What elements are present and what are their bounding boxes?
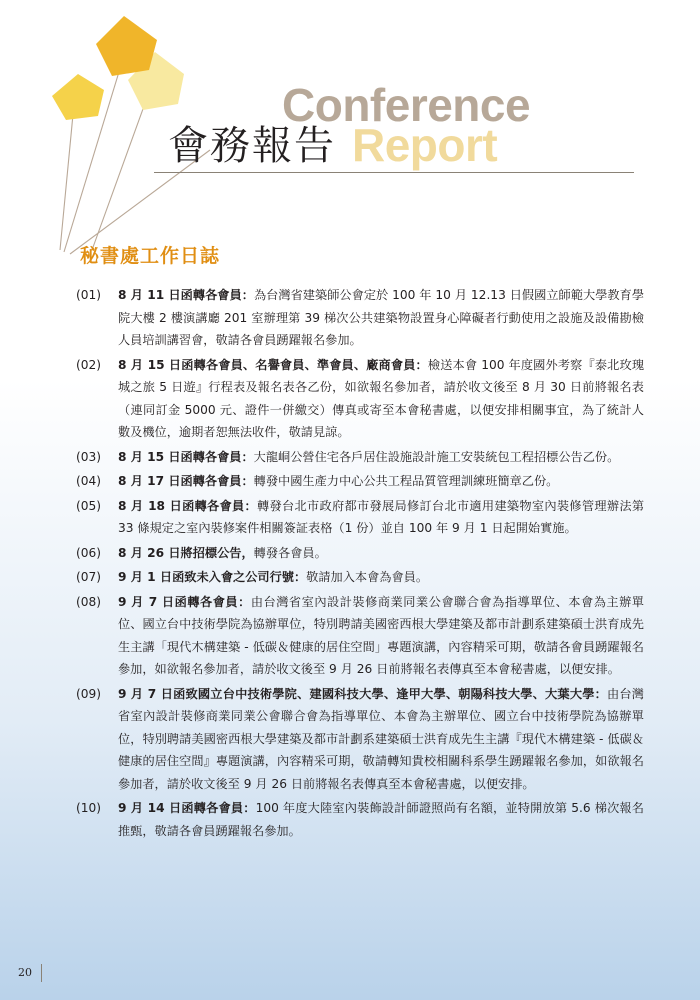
- item-text: [118, 542, 644, 565]
- item-number: (10): [76, 801, 102, 815]
- item-body: 由台灣省室內設計裝修商業同業公會聯合會為指導單位、本會為主辦單位、國立台中技術學院為協辦單位，特別聘請美國密西根大學建築及都市計劃系建築碩士洪育成先生主講『現代木構建築 - 低碳＆健康的居住空間』專題演講，內容精采可期，敬請轉知貴校相關科系學生踴躍報名參加，如欲報名參加者，請於收文後至 9 月 26 日前將報名表傳真至本會秘書處，以便安排。: [118, 686, 644, 791]
- item-lead: 9 月 1 日函致未入會之公司行號：: [118, 570, 307, 584]
- item-body: 100 年度大陸室內裝飾設計師證照尚有名額，並特開放第 5.6 梯次報名推甄，敬請各會員踴躍報名參加。: [118, 801, 644, 838]
- item-number: (08): [76, 594, 102, 609]
- list-item: [76, 354, 644, 444]
- item-number: (02): [76, 357, 102, 372]
- list-item: [76, 591, 644, 681]
- item-number: (05): [76, 498, 102, 513]
- item-lead: 8 月 17 日函轉各會員：: [118, 474, 254, 488]
- item-body: 轉發中國生產力中心公共工程品質管理訓練班簡章乙份。: [253, 474, 559, 488]
- item-body: 敬請加入本會為會員。: [306, 570, 429, 584]
- item-lead: 9 月 7 日函致國立台中技術學院、建國科技大學、逢甲大學、朝陽科技大學、大葉大學：: [118, 686, 608, 701]
- item-body: 由台灣省室內設計裝修商業同業公會聯合會為指導單位、本會為主辦單位、國立台中技術學院為協辦單位，特別聘請美國密西根大學建築及都市計劃系建築碩士洪育成先生主講「現代木構建築 - 低碳＆健康的居住空間」專題演講，內容精采可期，敬請各會員踴躍報名參加，如欲報名參加者，請於收文後至 9 月 26 日前將報名表傳真至本會秘書處，以便安排。: [118, 594, 644, 676]
- item-text: [118, 284, 644, 352]
- item-number: (07): [76, 570, 102, 584]
- list-item: [76, 797, 644, 842]
- item-body: 為台灣省建築師公會定於 100 年 10 月 12.13 日假國立師範大學教育學院大樓 2 樓演講廳 201 室辦理第 39 梯次公共建築物設置身心障礙者行動使用之設施及設備勘檢人員培訓講習會，敬請各會員踴躍報名參加。: [118, 288, 645, 347]
- title-english-line1: Conference: [282, 79, 531, 131]
- title-english: [282, 79, 642, 172]
- item-number: (04): [76, 474, 102, 488]
- item-body: 轉發各會員。: [253, 545, 327, 560]
- item-lead: 9 月 14 日函轉各會員：: [118, 801, 256, 815]
- item-text: [118, 683, 644, 796]
- item-text: [118, 797, 644, 842]
- item-lead: 8 月 15 日函轉各會員：: [118, 449, 254, 464]
- item-text: [118, 354, 644, 444]
- item-number: (06): [76, 545, 102, 560]
- list-item: [76, 284, 644, 352]
- list-item: [76, 683, 644, 796]
- item-body: 轉發台北市政府都市發展局修訂台北市適用建築物室內裝修管理辦法第 33 條規定之室內裝修案件相關簽証表格（1 份）並自 100 年 9 月 1 日起開始實施。: [118, 498, 645, 535]
- item-text: [118, 446, 644, 469]
- list-item: [76, 470, 644, 493]
- item-lead: 8 月 18 日函轉各會員：: [118, 498, 258, 513]
- page-title: 會務報告: [168, 123, 336, 169]
- list-item: [76, 542, 644, 565]
- page-number-divider: [41, 964, 42, 982]
- item-text: [118, 591, 644, 681]
- page-number: 20: [18, 966, 32, 979]
- item-text: [118, 566, 644, 589]
- title-english-line2: Report: [352, 119, 498, 171]
- list-item: [76, 566, 644, 589]
- item-body: 檢送本會 100 年度國外考察『泰北玫瑰城之旅 5 日遊』行程表及報名表各乙份，如欲報名參加者，請於收文後至 8 月 30 日前將報名表（連同訂金 5000 元、證件一併繳交）傳真或寄至本會秘書處，以便安排相關事宜，為了統計人數及機位，逾期者恕無法收件，敬請見諒。: [118, 357, 645, 439]
- item-lead: 8 月 11 日函轉各會員：: [118, 288, 254, 302]
- list-item: [76, 495, 644, 540]
- item-number: (09): [76, 686, 102, 701]
- item-lead: 8 月 15 日函轉各會員、名譽會員、準會員、廠商會員：: [118, 357, 428, 372]
- item-number: (01): [76, 288, 102, 302]
- item-body: 大龍峒公營住宅各戶居住設施設計施工安裝統包工程招標公告乙份。: [253, 449, 620, 464]
- item-text: [118, 470, 644, 493]
- item-number: (03): [76, 449, 102, 464]
- item-text: [118, 495, 644, 540]
- work-log-list: [76, 284, 644, 844]
- item-lead: 9 月 7 日函轉各會員：: [118, 594, 251, 609]
- list-item: [76, 446, 644, 469]
- item-lead: 8 月 26 日將招標公告，: [118, 545, 254, 560]
- title-divider: [154, 172, 634, 173]
- section-title: 秘書處工作日誌: [80, 245, 221, 267]
